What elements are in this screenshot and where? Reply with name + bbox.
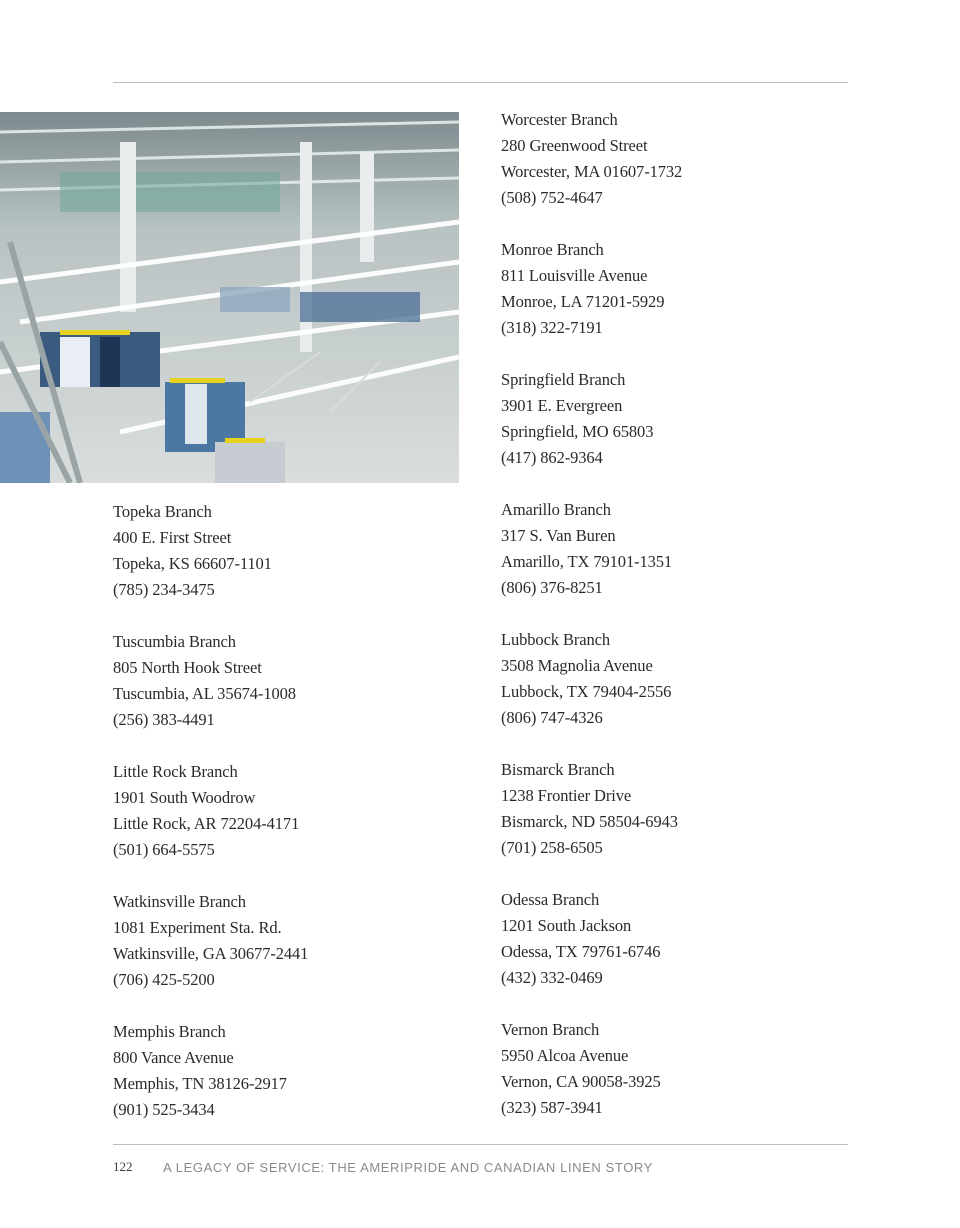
branch-city: Watkinsville, GA 30677-2441 — [113, 944, 309, 963]
branch-city: Springfield, MO 65803 — [501, 422, 654, 441]
branch-name: Springfield Branch — [501, 370, 626, 389]
branch-name: Amarillo Branch — [501, 500, 611, 519]
branch-city: Little Rock, AR 72204-4171 — [113, 814, 300, 833]
branch-name: Bismarck Branch — [501, 760, 615, 779]
branch-phone: (256) 383-4491 — [113, 710, 215, 729]
branch-phone: (318) 322-7191 — [501, 318, 603, 337]
branch-city: Tuscumbia, AL 35674-1008 — [113, 684, 296, 703]
branch-street: 400 E. First Street — [113, 528, 232, 547]
branch-street: 800 Vance Avenue — [113, 1048, 234, 1067]
branch-phone: (701) 258-6505 — [501, 838, 603, 857]
branch-entry — [501, 1017, 682, 1121]
branch-street: 1238 Frontier Drive — [501, 786, 632, 805]
branch-city: Monroe, LA 71201-5929 — [501, 292, 665, 311]
branch-city: Vernon, CA 90058-3925 — [501, 1072, 661, 1091]
branch-entry — [501, 627, 682, 731]
branch-entry — [113, 759, 308, 863]
branch-phone: (706) 425-5200 — [113, 970, 215, 989]
branch-city: Topeka, KS 66607-1101 — [113, 554, 272, 573]
branch-phone: (501) 664-5575 — [113, 840, 215, 859]
branch-name: Watkinsville Branch — [113, 892, 246, 911]
facility-photo — [0, 112, 459, 483]
branch-city: Lubbock, TX 79404-2556 — [501, 682, 672, 701]
page-number: 122 — [113, 1159, 133, 1174]
branch-street: 3901 E. Evergreen — [501, 396, 623, 415]
branch-street: 1201 South Jackson — [501, 916, 632, 935]
left-branch-column — [113, 499, 308, 1149]
page-footer — [113, 1157, 653, 1177]
branch-phone: (806) 747-4326 — [501, 708, 603, 727]
branch-entry — [501, 887, 682, 991]
branch-street: 5950 Alcoa Avenue — [501, 1046, 629, 1065]
branch-name: Monroe Branch — [501, 240, 604, 259]
branch-entry — [113, 1019, 308, 1123]
branch-phone: (323) 587-3941 — [501, 1098, 603, 1117]
branch-name: Memphis Branch — [113, 1022, 226, 1041]
top-rule — [113, 82, 848, 83]
bottom-rule — [113, 1144, 848, 1145]
branch-phone: (432) 332-0469 — [501, 968, 603, 987]
branch-name: Little Rock Branch — [113, 762, 238, 781]
running-title: A LEGACY OF SERVICE: THE AMERIPRIDE AND CANADIAN LINEN STORY — [163, 1159, 653, 1175]
branch-name: Vernon Branch — [501, 1020, 600, 1039]
branch-entry — [113, 889, 308, 993]
branch-street: 280 Greenwood Street — [501, 136, 648, 155]
branch-name: Tuscumbia Branch — [113, 632, 236, 651]
branch-street: 3508 Magnolia Avenue — [501, 656, 653, 675]
branch-entry — [501, 107, 682, 211]
branch-city: Bismarck, ND 58504-6943 — [501, 812, 678, 831]
branch-name: Lubbock Branch — [501, 630, 611, 649]
branch-entry — [113, 499, 308, 603]
branch-entry — [501, 237, 682, 341]
branch-name: Topeka Branch — [113, 502, 212, 521]
branch-city: Memphis, TN 38126-2917 — [113, 1074, 287, 1093]
branch-city: Worcester, MA 01607-1732 — [501, 162, 683, 181]
branch-name: Worcester Branch — [501, 110, 618, 129]
branch-phone: (508) 752-4647 — [501, 188, 603, 207]
branch-entry — [113, 629, 308, 733]
branch-name: Odessa Branch — [501, 890, 600, 909]
branch-city: Amarillo, TX 79101-1351 — [501, 552, 673, 571]
branch-entry — [501, 757, 682, 861]
branch-city: Odessa, TX 79761-6746 — [501, 942, 661, 961]
branch-phone: (901) 525-3434 — [113, 1100, 215, 1119]
branch-entry — [501, 497, 682, 601]
branch-street: 317 S. Van Buren — [501, 526, 616, 545]
branch-phone: (785) 234-3475 — [113, 580, 215, 599]
branch-street: 811 Louisville Avenue — [501, 266, 648, 285]
branch-phone: (806) 376-8251 — [501, 578, 603, 597]
branch-phone: (417) 862-9364 — [501, 448, 603, 467]
branch-street: 1901 South Woodrow — [113, 788, 256, 807]
branch-street: 1081 Experiment Sta. Rd. — [113, 918, 282, 937]
branch-street: 805 North Hook Street — [113, 658, 262, 677]
right-branch-column — [501, 107, 682, 1147]
branch-entry — [501, 367, 682, 471]
